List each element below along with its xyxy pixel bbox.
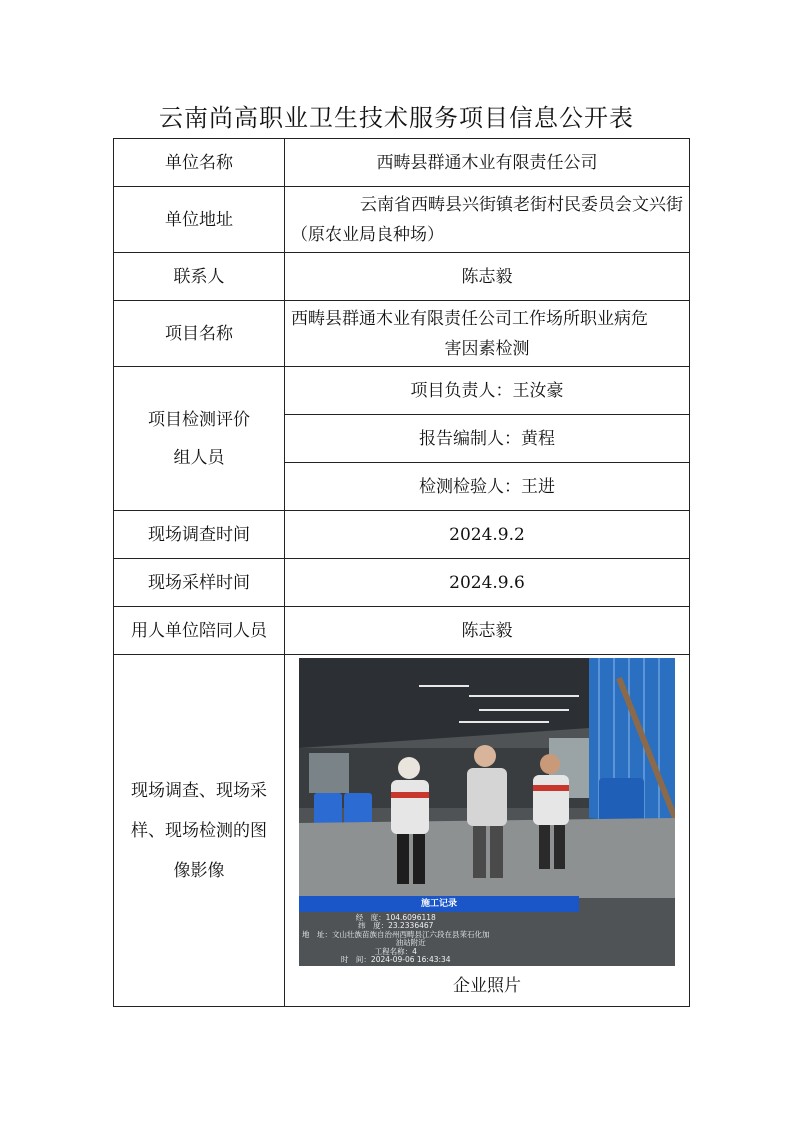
team-member: 检测检验人：王进 (285, 463, 690, 511)
images-label-line-2: 样、现场检测的图 (131, 820, 267, 841)
site-photo (299, 658, 675, 966)
team-member: 项目负责人：王汝豪 (285, 367, 690, 415)
row-contact (114, 253, 690, 301)
overlay-header: 施工记录 (299, 896, 579, 912)
row-unit-name (114, 139, 690, 187)
value-project-name (285, 301, 690, 367)
overlay-line: 地 址：文山壮族苗族自治州西畴县江六段在县茉石化加 (302, 929, 490, 939)
photo-overlay (299, 896, 579, 966)
info-table (113, 138, 690, 1007)
label-unit-address: 单位地址 (114, 187, 285, 253)
images-label-line-3: 像影像 (173, 860, 225, 881)
address-line-2: （原农业局良种场） (291, 224, 444, 245)
row-images (114, 655, 690, 1007)
team-label-line-1: 项目检测评价 (148, 409, 250, 430)
overlay-line: 油站附近 (365, 938, 426, 947)
label-project-name: 项目名称 (114, 301, 285, 367)
photo-caption: 企业照片 (453, 975, 521, 996)
row-project-name (114, 301, 690, 367)
row-team-1 (114, 367, 690, 415)
row-unit-address (114, 187, 690, 253)
value-contact: 陈志毅 (285, 253, 690, 301)
page-title: 云南尚高职业卫生技术服务项目信息公开表 (159, 104, 634, 132)
team-label-line-2: 组人员 (173, 447, 225, 468)
label-survey-time: 现场调查时间 (114, 511, 285, 559)
address-line-1: 云南省西畴县兴街镇老街村民委员会文兴街 (360, 194, 683, 215)
label-escort: 用人单位陪同人员 (114, 607, 285, 655)
overlay-lines (302, 914, 490, 965)
images-label-line-1: 现场调查、现场采 (131, 780, 267, 801)
label-unit-name: 单位名称 (114, 139, 285, 187)
project-line-2: 害因素检测 (444, 338, 530, 359)
row-survey-time (114, 511, 690, 559)
overlay-line: 时 间：2024-09-06 16:43:34 (340, 955, 451, 964)
label-contact: 联系人 (114, 253, 285, 301)
value-sampling-time: 2024.9.6 (285, 559, 690, 607)
row-escort (114, 607, 690, 655)
label-images (114, 655, 285, 1007)
row-sampling-time (114, 559, 690, 607)
label-team (114, 367, 285, 511)
team-member: 报告编制人：黄程 (285, 415, 690, 463)
value-images (285, 655, 690, 1007)
value-unit-name: 西畴县群通木业有限责任公司 (285, 139, 690, 187)
overlay-line: 经 度：104.6096118 (355, 912, 436, 922)
overlay-line: 纬 度：23.2336467 (358, 921, 434, 930)
value-escort: 陈志毅 (285, 607, 690, 655)
label-sampling-time: 现场采样时间 (114, 559, 285, 607)
value-unit-address (285, 187, 690, 253)
value-survey-time: 2024.9.2 (285, 511, 690, 559)
project-line-1: 西畴县群通木业有限责任公司工作场所职业病危 (291, 308, 648, 329)
overlay-line: 工程名称：4 (374, 946, 417, 956)
